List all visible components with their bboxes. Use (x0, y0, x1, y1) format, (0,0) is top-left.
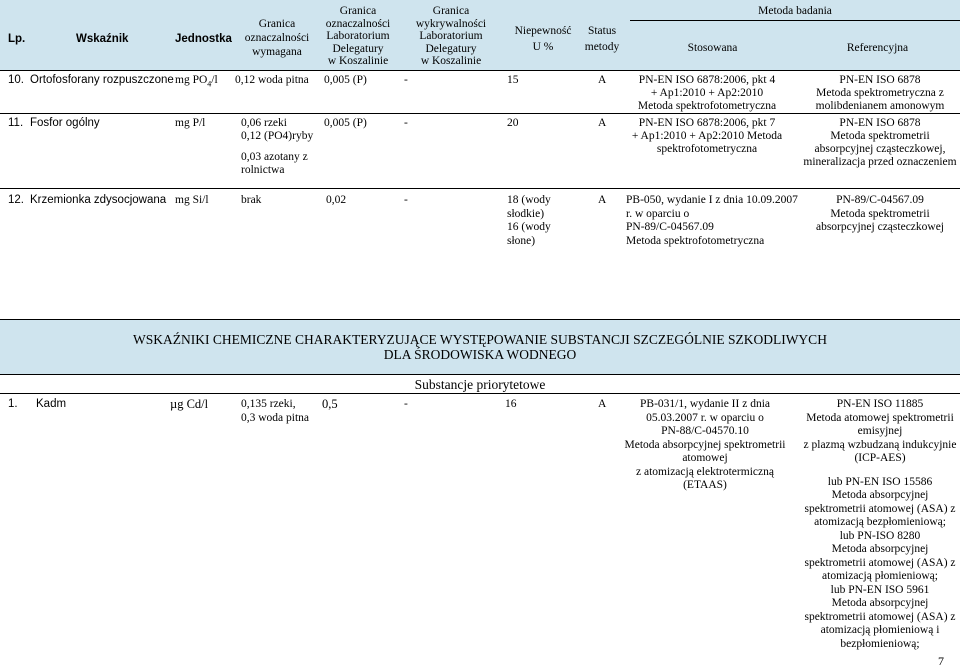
row-11-jednostka: mg P/l (175, 117, 206, 129)
kadm-wskaznik: Kadm (36, 398, 67, 410)
header-bottom-border (0, 70, 960, 71)
row-11-lab: 0,005 (P) (324, 117, 367, 129)
kadm-lp: 1. (8, 398, 18, 410)
kadm-referencyjna: PN-EN ISO 11885 Metoda atomowej spektrometrii emisyjnej z plazmą wzbudzaną indukcyjnie (ICP-AES) lub PN-EN ISO 15586 Metoda absorpcyjnej spektrometrii atomowej (ASA) z atomizacją bezpłomieniową; lub PN-ISO 8280 Metoda absorpcyjnej spektrometrii atomowej (ASA) z atomizacją płomieniową; lub PN-EN ISO 5961 Metoda absorpcyjnej spektrometrii atomowej (ASA) z atomizacją płomieniową i bezpłomieniową; (803, 398, 957, 650)
row-10-stosowana: PN-EN ISO 6878:2006, pkt 4 + Ap1:2010 + Ap2:2010 Metoda spektrofotometryczna (637, 74, 777, 112)
kadm-jednostka: µg Cd/l (170, 397, 209, 411)
header-lp: Lp. (8, 33, 26, 45)
row-12-wymagana: brak (241, 194, 262, 206)
header-wskaznik: Wskaźnik (76, 33, 129, 45)
header-granica-lab: Granica oznaczalności Laboratorium Delegatury w Koszalinie (325, 5, 391, 67)
header-referencyjna: Referencyjna (846, 42, 909, 54)
row-10-wykr: - (404, 74, 408, 86)
header-granica-wymagana: Granica oznaczalności wymagana (244, 18, 310, 58)
row-divider (0, 188, 960, 189)
row-10-wskaznik: Ortofosforany rozpuszczone (30, 74, 174, 86)
row-12-wskaznik: Krzemionka zdysocjowana (30, 194, 167, 206)
header-status: Status metody (584, 25, 620, 53)
row-10-wymagana: 0,12 woda pitna (235, 74, 309, 86)
kadm-wykr: - (404, 398, 408, 410)
row-12-jednostka: mg Si/l (175, 194, 209, 206)
header-jednostka: Jednostka (175, 33, 232, 45)
row-11-status: A (598, 117, 607, 129)
header-granica-wykr: Granica wykrywalności Laboratorium Delegatury w Koszalinie (415, 5, 487, 67)
banner-bottom-border (0, 374, 960, 375)
row-12-lp: 12. (8, 194, 24, 206)
section-title-border (0, 393, 960, 394)
row-11-referencyjna: PN-EN ISO 6878 Metoda spektrometrii absorpcyjnej cząsteczkowej, mineralizacja przed oznaczeniem (803, 117, 957, 168)
header-metoda-badania: Metoda badania (758, 5, 832, 17)
page-number: 7 (938, 654, 944, 668)
row-11-lp: 11. (8, 117, 24, 129)
section-title: Substancje priorytetowe (414, 377, 546, 392)
row-11-wykr: - (404, 117, 408, 129)
kadm-wymagana: 0,135 rzeki, 0,3 woda pitna (241, 398, 310, 424)
kadm-stosowana: PB-031/1, wydanie II z dnia 05.03.2007 r. w oparciu o PN-88/C-04570.10 Metoda absorpcyjnej spektrometrii atomowej z atomizacją elektrotermiczną (ETAAS) (624, 398, 786, 491)
row-11-stosowana: PN-EN ISO 6878:2006, pkt 7 + Ap1:2010 + Ap2:2010 Metoda spektrofotometryczna (631, 117, 783, 155)
row-12-stosowana: PB-050, wydanie I z dnia 10.09.2007 r. w oparciu o PN-89/C-04567.09 Metoda spektrofotometryczna (626, 194, 798, 247)
row-12-referencyjna: PN-89/C-04567.09 Metoda spektrometrii absorpcyjnej cząsteczkowej (815, 194, 945, 233)
row-12-niepewnosc: 18 (wody słodkie) 16 (wody słone) (507, 194, 551, 247)
row-10-referencyjna: PN-EN ISO 6878 Metoda spektrometryczna z molibdenianem amonowym (815, 74, 945, 112)
header-metoda-divider (630, 20, 960, 21)
row-10-niepewnosc: 15 (507, 74, 519, 86)
kadm-status: A (598, 398, 607, 410)
row-11-wskaznik: Fosfor ogólny (30, 117, 100, 129)
row-12-wykr: - (404, 194, 408, 206)
row-10-lab: 0,005 (P) (324, 74, 367, 86)
banner-title: WSKAŹNIKI CHEMICZNE CHARAKTERYZUJĄCE WYSTĘPOWANIE SUBSTANCJI SZCZEGÓLNIE SZKODLIWYCH DLA ŚRODOWISKA WODNEGO (133, 332, 827, 362)
header-stosowana: Stosowana (687, 42, 738, 54)
kadm-niepewnosc: 16 (505, 398, 517, 410)
row-12-lab: 0,02 (326, 194, 347, 206)
row-11-niepewnosc: 20 (507, 117, 519, 129)
row-10-status: A (598, 74, 607, 86)
row-10-lp: 10. (8, 74, 24, 86)
row-11-wymagana: 0,06 rzeki 0,12 (PO4)ryby 0,03 azotany z rolnictwa (241, 117, 314, 176)
row-10-jednostka: mg $PO_4/l$ (175, 74, 218, 89)
header-niepewnosc: Niepewność U % (514, 25, 572, 53)
row-divider (0, 113, 960, 114)
kadm-lab: 0,5 (322, 397, 338, 411)
row-12-status: A (598, 194, 607, 206)
